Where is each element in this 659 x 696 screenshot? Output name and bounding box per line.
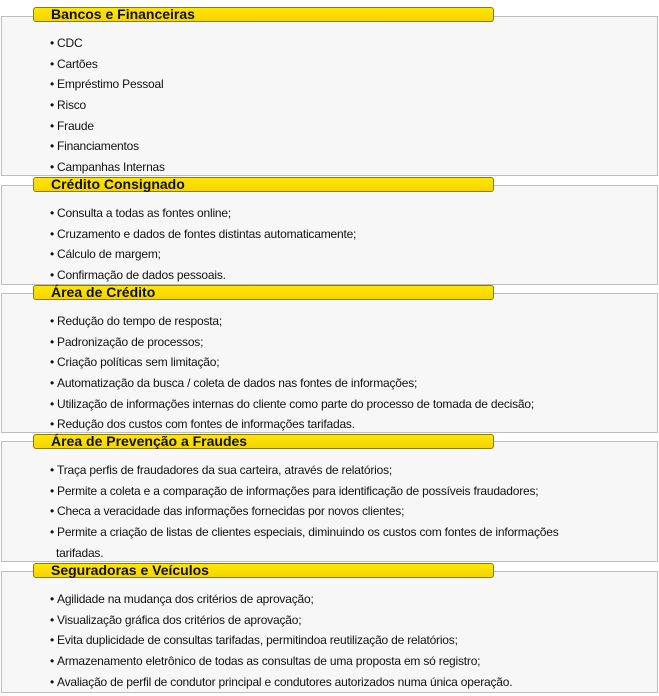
list-item: • Permite a coleta e a comparação de informações para identificação de possíveis fraudadores; (50, 483, 539, 498)
section-list (50, 203, 356, 286)
list-item: • Armazenamento eletrônico de todas as consultas de uma proposta em só registro; (50, 654, 481, 669)
list-item: • Cálculo de margem; (50, 247, 161, 262)
section-title: Bancos e Financeiras (33, 7, 494, 22)
section-title: Área de Prevenção a Fraudes (33, 434, 494, 449)
list-item: • Risco (50, 98, 87, 113)
list-item: • Traça perfis de fraudadores da sua carteira, através de relatórios; (50, 463, 393, 477)
list-item: • Fraude (50, 118, 94, 133)
list-item: • Padronização de processos; (50, 334, 204, 349)
list-item: • Cartões (50, 56, 98, 71)
list-item: • Avaliação de perfil de condutor principal e condutores autorizados numa única operação. (50, 674, 513, 689)
list-item: • Checa a veracidade das informações fornecidas por novos clientes; (50, 504, 405, 519)
list-item: • Redução do tempo de resposta; (50, 314, 222, 328)
list-item: • Permite a criação de listas de clientes especiais, diminuindo os custos com fontes de informações tarifadas. (50, 525, 559, 560)
list-item: • Financiamentos (50, 139, 139, 154)
list-item: • Empréstimo Pessoal (50, 77, 164, 92)
list-item: • Campanhas Internas (50, 160, 165, 175)
list-item: • Confirmação de dados pessoais. (50, 268, 226, 283)
list-item: • Agilidade na mudança dos critérios de aprovação; (50, 592, 314, 606)
list-item: • Evita duplicidade de consultas tarifadas, permitindoa reutilização de relatórios; (50, 633, 458, 648)
section-title: Crédito Consignado (33, 177, 494, 192)
list-item: • Utilização de informações internas do cliente como parte do processo de tomada de decisão; (50, 396, 534, 411)
list-item: • Consulta a todas as fontes online; (50, 206, 232, 220)
list-item: • CDC (50, 36, 83, 50)
section-list (50, 311, 534, 435)
section-list (50, 589, 512, 692)
section-title: Seguradoras e Veículos (33, 563, 494, 578)
list-item: • Automatização da busca / coleta de dados nas fontes de informações; (50, 376, 418, 391)
section-title: Área de Crédito (33, 285, 494, 300)
list-item: • Redução dos custos com fontes de informações tarifadas. (50, 417, 355, 432)
list-item: • Visualização gráfica dos critérios de aprovação; (50, 612, 302, 627)
list-item: • Criação políticas sem limitação; (50, 355, 220, 370)
section-list (50, 460, 596, 563)
list-item: • Cruzamento e dados de fontes distintas automaticamente; (50, 226, 357, 241)
section-list (50, 33, 165, 178)
